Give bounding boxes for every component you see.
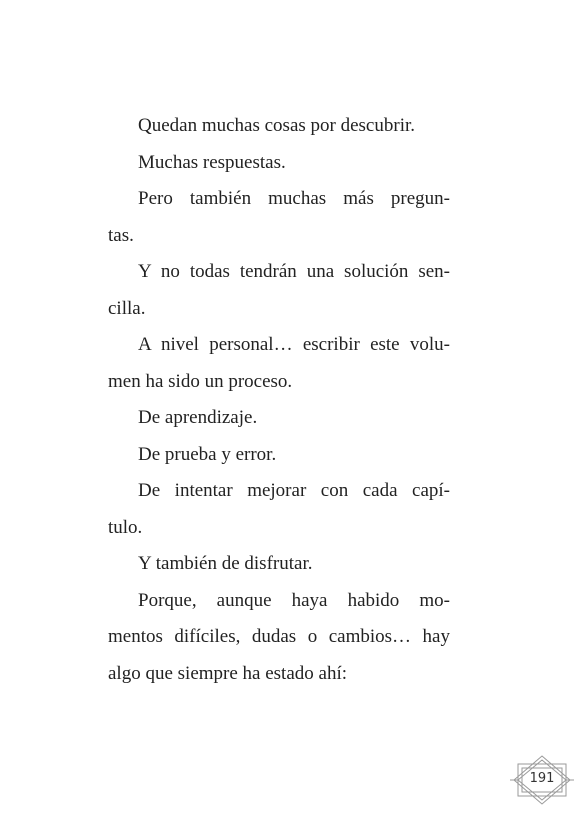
body-text [108,108,450,692]
text-line: Porque, aunque haya habido mo- [138,589,450,611]
text-line: tulo. [108,516,143,538]
text-line: Muchas respuestas. [138,151,286,173]
text-line: A nivel personal… escribir este volu- [138,334,450,355]
text-line: De intentar mejorar con cada capí- [138,480,450,501]
text-line: Y también de disfrutar. [138,553,313,574]
text-line: men ha sido un proceso. [108,370,293,392]
page-number: 191 [529,771,555,786]
text-line: De aprendizaje. [138,407,258,428]
text-line: Pero también muchas más pregun- [138,188,450,209]
text-line: Y no todas tendrán una solución sen- [138,261,450,282]
text-line: De prueba y error. [138,443,277,465]
text-line: cilla. [108,297,146,319]
text-line: algo que siempre ha estado ahí: [108,662,348,684]
page-number-ornament [508,754,576,806]
text-line: tas. [108,224,134,246]
text-line: mentos difíciles, dudas o cambios… hay [108,626,450,647]
text-line: Quedan muchas cosas por descubrir. [138,115,416,136]
